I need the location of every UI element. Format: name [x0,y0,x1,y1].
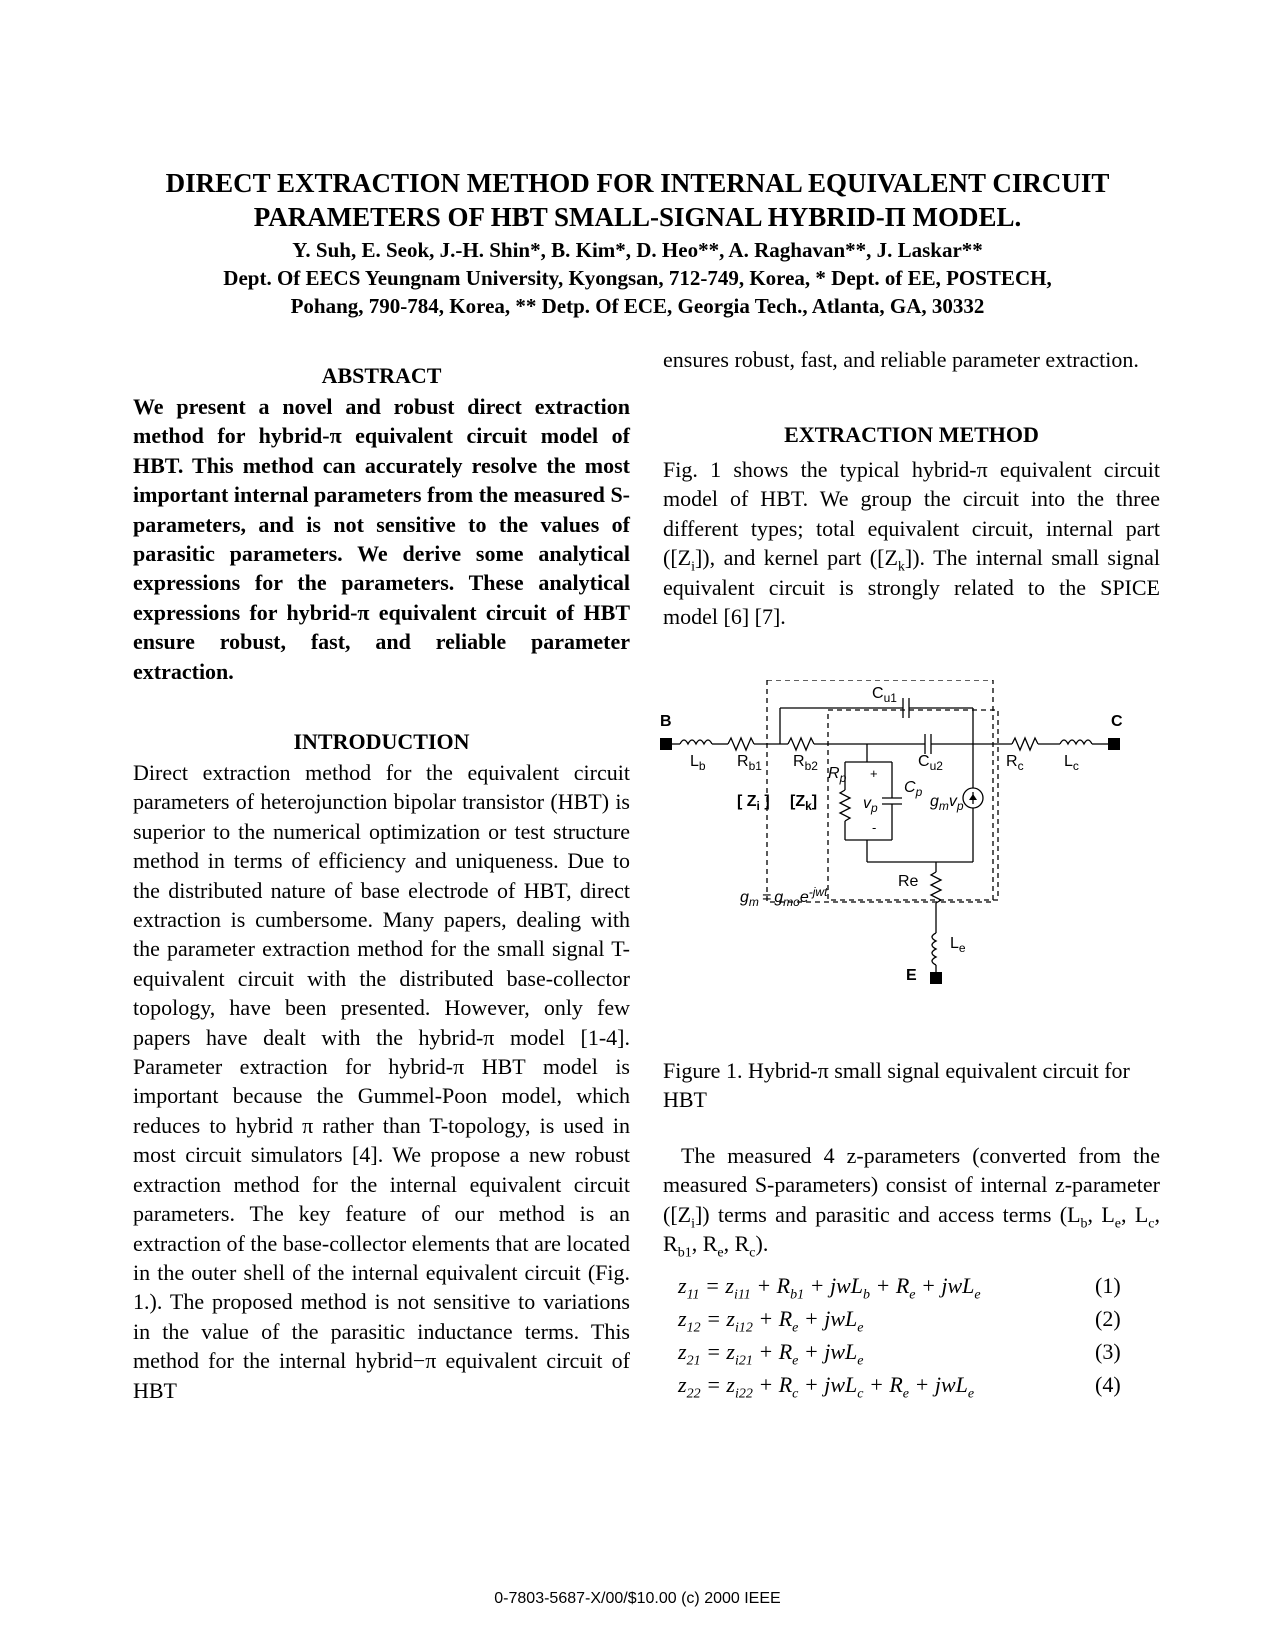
extraction-method-paragraph: Fig. 1 shows the typical hybrid-π equivalent circuit model of HBT. We group the circuit into the three different types; total equivalent circuit, internal part $([Z_i])$, and kernel part $([Z_k])$. The internal small signal equivalent circuit is strongly related to the SPICE model [6] [7]. [663,457,1160,630]
equation-3: $z_{21} = z_{i21} + R_e + jwL_e$ [678,1339,864,1369]
base-terminal [660,738,672,750]
plus-sign: + [870,766,878,781]
emitter-label: E [906,967,917,984]
collector-terminal [1108,738,1120,750]
re-label: Re [898,873,919,890]
figure-caption: Figure 1. Hybrid-π small signal equivalent circuit for HBT [663,1058,1130,1113]
gm-equation: $g_m = g_{mo}e^{-jwt}$ [740,885,828,909]
zi-label: [ $Z_i$ ] [737,793,770,813]
z-parameter-paragraph: The measured 4 z-parameters (converted from the measured S-parameters) consist of internal z-parameter $([Z_i])$ terms and parasitic and access terms ($L_b$, $L_e$, $L_c$, $R_{b1}$, $R_e$, $R_c$). [663,1143,1160,1261]
base-label: B [660,713,672,730]
cu2-label: $C_{u2}$ [918,753,943,773]
le-label: $L_e$ [950,935,966,955]
internal-part-box [767,680,993,902]
re-resistor [931,872,941,903]
copyright-footer: 0-7803-5687-X/00/$10.00 (c) 2000 IEEE [494,1590,781,1607]
minus-sign: - [872,820,877,835]
vp-label: $v_p$ [863,795,878,815]
rp-label: $R_p$ [828,765,847,785]
author-list: Y. Suh, E. Seok, J.-H. Shin*, B. Kim*, D. Heo**, A. Raghavan**, J. Laskar** [292,238,983,262]
rp-resistor [840,790,850,821]
equation-4: $z_{22} = z_{i22} + R_c + jwL_c + R_e + jwL_e$ [678,1372,975,1402]
rc-label: $R_c$ [1006,753,1024,773]
collector-label: C [1111,713,1123,730]
affiliation-line-2: Pohang, 790-784, Korea, ** Detp. Of ECE, Georgia Tech., Atlanta, GA, 30332 [290,294,985,318]
rb2-resistor [788,738,814,750]
equation-2: $z_{12} = z_{i12} + R_e + jwL_e$ [678,1306,864,1336]
rc-resistor [1012,738,1038,750]
cu1-label: $C_{u1}$ [872,685,897,705]
rb1-label: $R_{b1}$ [737,753,762,773]
lc-inductor [1060,740,1092,744]
affiliation-line-1: Dept. Of EECS Yeungnam University, Kyongsan, 712-749, Korea, * Dept. of EE, POSTECH, [223,266,1052,290]
equation-1: $z_{11} = z_{i11} + R_{b1} + jwL_b + R_e + jwL_e$ [678,1273,981,1303]
equation-number: (2) [1095,1306,1121,1331]
equation-number: (1) [1095,1273,1121,1298]
cp-label: $C_p$ [904,779,923,799]
extraction-method-heading: EXTRACTION METHOD [784,422,1039,447]
gm-label: $g_mv_p$ [930,793,964,813]
rb1-resistor [728,738,754,750]
lc-label: $L_c$ [1064,753,1079,773]
paper-title-line-2: PARAMETERS OF HBT SMALL-SIGNAL HYBRID-Π MODEL. [253,202,1022,232]
le-inductor [932,933,936,965]
introduction-text: Direct extraction method for the equivalent circuit parameters of heterojunction bipolar transistor (HBT) is superior to the numerical optimization or test structure method in terms of efficiency and uniqueness. Due to the distributed nature of base electrode of HBT, direct extraction is cumbersome. Many papers, dealing with the parameter extraction method for the small signal T-equivalent circuit with the distributed base-collector topology, have been presented. However, only few papers have dealt with the hybrid-π model [1-4]. Parameter extraction for hybrid-π HBT model is important because the Gummel-Poon model, which reduces to hybrid π rather than T-topology, is used in most circuit simulators [4]. We propose a new robust extraction method for the internal equivalent circuit parameters. The key feature of our method is an extraction of the base-collector elements that are located in the outer shell of the internal equivalent circuit (Fig. 1.). The proposed method is not sensitive to variations in the value of the parasitic inductance terms. This method for the internal hybrid−π equivalent circuit of HBT [133,760,630,1403]
abstract-text: We present a novel and robust direct extraction method for hybrid-π equivalent circuit model of HBT. This method can accurately resolve the most important internal parameters from the measured S-parameters, and is not sensitive to the values of parasitic parameters. We derive some analytical expressions for the parameters. These analytical expressions for hybrid-π equivalent circuit of HBT ensure robust, fast, and reliable parameter extraction. [133,394,630,684]
zk-label: $[Z_k]$ [790,793,818,813]
hybrid-pi-circuit-figure [660,680,1180,1040]
emitter-terminal [930,972,942,984]
paper-title-line-1: DIRECT EXTRACTION METHOD FOR INTERNAL EQUIVALENT CIRCUIT [165,168,1110,198]
current-arrow-icon [969,794,977,800]
equation-number: (3) [1095,1339,1121,1364]
abstract-heading: ABSTRACT [321,363,442,388]
lb-inductor [680,740,712,744]
introduction-continuation: ensures robust, fast, and reliable parameter extraction. [663,347,1139,372]
equation-number: (4) [1095,1372,1121,1397]
rb2-label: $R_{b2}$ [793,753,818,773]
lb-label: $L_b$ [690,753,706,773]
introduction-heading: INTRODUCTION [293,729,470,754]
